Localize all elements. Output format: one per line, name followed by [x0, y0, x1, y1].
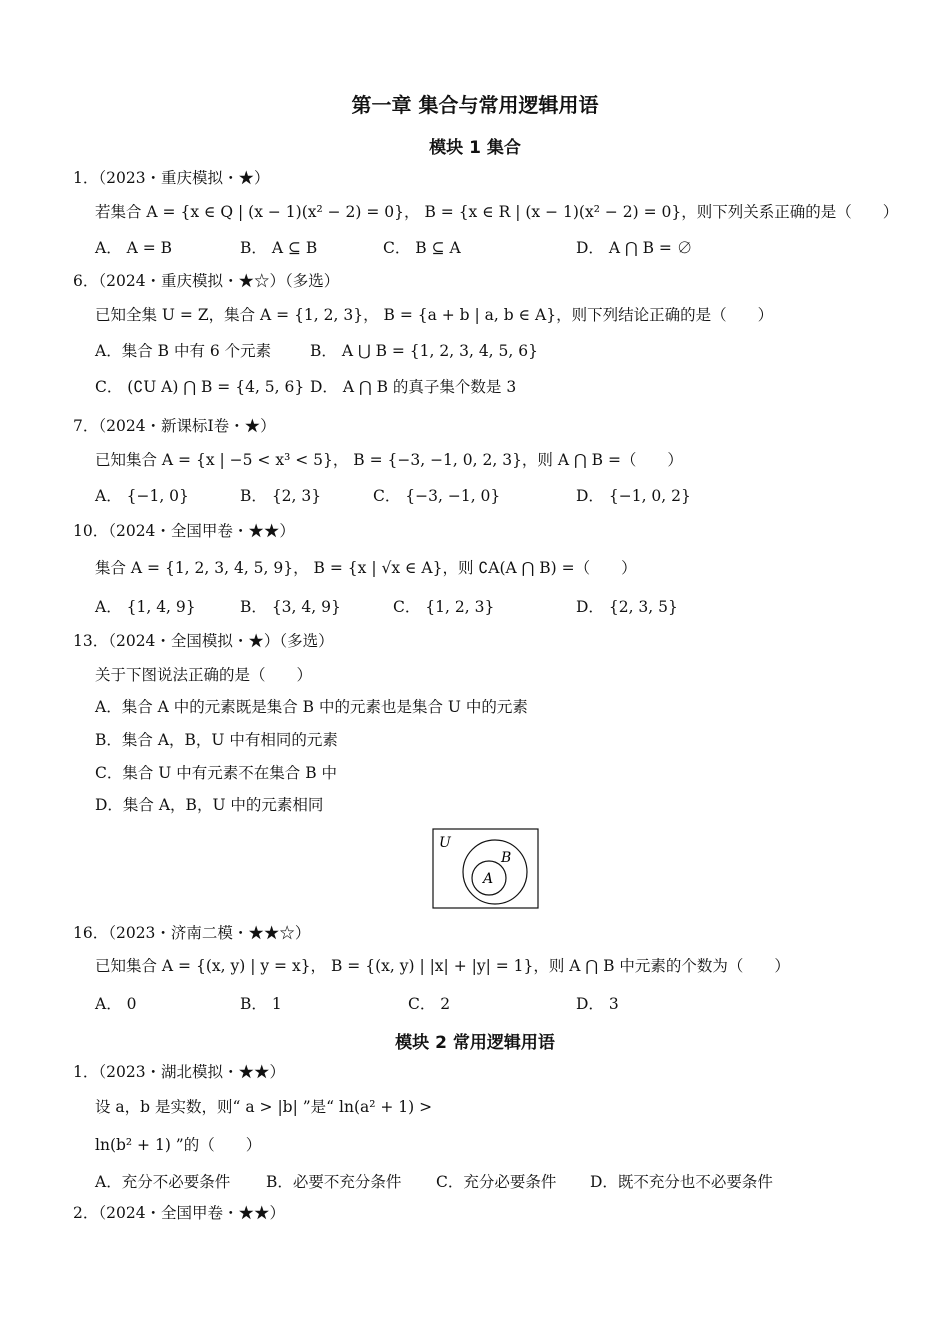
question-1-option-c: C． B ⊆ A [383, 239, 461, 257]
venn-label-b: B [501, 850, 512, 866]
module-1-title: 模块 1 集合 [429, 138, 521, 158]
question-7-option-d: D． {−1, 0, 2} [576, 487, 691, 505]
question-1-head: 1．（2023・重庆模拟・★） [73, 169, 270, 187]
module-2-title: 模块 2 常用逻辑用语 [395, 1033, 555, 1053]
question-16-option-b: B． 1 [240, 995, 282, 1013]
question-6-head: 6．（2024・重庆模拟・★☆）（多选） [73, 272, 340, 290]
logic-question-1-option-b: B．必要不充分条件 [266, 1173, 402, 1191]
question-16-stem: 已知集合 A = {(x, y) | y = x}， B = {(x, y) | |x| + |y| = 1}，则 A ⋂ B 中元素的个数为（ ） [95, 957, 790, 975]
logic-question-2-head: 2．（2024・全国甲卷・★★） [73, 1204, 286, 1222]
question-13-option-d: D．集合 A，B，U 中的元素相同 [95, 796, 324, 814]
question-13-head: 13．（2024・全国模拟・★）（多选） [73, 632, 334, 650]
question-16-option-a: A． 0 [95, 995, 137, 1013]
question-10-stem: 集合 A = {1, 2, 3, 4, 5, 9}， B = {x | √x ∈ A}，则 ∁A(A ⋂ B) =（ ） [95, 559, 637, 577]
question-1-option-d: D． A ⋂ B = ∅ [576, 239, 693, 257]
question-16-option-d: D． 3 [576, 995, 619, 1013]
question-6-option-b: B． A ⋃ B = {1, 2, 3, 4, 5, 6} [310, 342, 538, 360]
question-1-option-b: B． A ⊆ B [240, 239, 318, 257]
venn-diagram [432, 828, 540, 910]
question-7-option-a: A． {−1, 0} [95, 487, 189, 505]
question-13-option-a: A．集合 A 中的元素既是集合 B 中的元素也是集合 U 中的元素 [95, 698, 528, 716]
logic-question-1-option-c: C．充分必要条件 [436, 1173, 557, 1191]
logic-question-1-option-a: A．充分不必要条件 [95, 1173, 231, 1191]
question-1-option-a: A． A = B [95, 239, 173, 257]
logic-question-1-option-d: D．既不充分也不必要条件 [590, 1173, 773, 1191]
question-6-stem: 已知全集 U = Z，集合 A = {1, 2, 3}， B = {a + b | a, b ∈ A}，则下列结论正确的是（ ） [95, 306, 774, 324]
question-6-option-a: A．集合 B 中有 6 个元素 [95, 342, 272, 360]
question-10-option-c: C． {1, 2, 3} [393, 598, 495, 616]
question-10-option-b: B． {3, 4, 9} [240, 598, 341, 616]
question-13-stem: 关于下图说法正确的是（ ） [95, 666, 313, 684]
logic-question-1-stem-line-2: ln(b² + 1) ”的（ ） [95, 1136, 262, 1154]
logic-question-1-head: 1．（2023・湖北模拟・★★） [73, 1063, 286, 1081]
question-7-head: 7．（2024・新课标Ⅰ卷・★） [73, 417, 276, 435]
question-10-option-d: D． {2, 3, 5} [576, 598, 678, 616]
question-16-head: 16．（2023・济南二模・★★☆） [73, 924, 311, 942]
chapter-title: 第一章 集合与常用逻辑用语 [351, 93, 599, 117]
venn-label-a: A [483, 871, 494, 887]
question-10-head: 10．（2024・全国甲卷・★★） [73, 522, 295, 540]
question-16-option-c: C． 2 [408, 995, 451, 1013]
question-7-option-c: C． {−3, −1, 0} [373, 487, 501, 505]
question-7-stem: 已知集合 A = {x | −5 < x³ < 5}， B = {−3, −1, 0, 2, 3}，则 A ⋂ B =（ ） [95, 451, 683, 469]
venn-label-u: U [439, 835, 451, 851]
question-6-option-c: C． (∁U A) ⋂ B = {4, 5, 6} [95, 378, 305, 396]
question-13-option-b: B．集合 A，B，U 中有相同的元素 [95, 731, 338, 749]
question-10-option-a: A． {1, 4, 9} [95, 598, 196, 616]
question-13-option-c: C．集合 U 中有元素不在集合 B 中 [95, 764, 338, 782]
logic-question-1-stem-line-1: 设 a，b 是实数，则“ a > |b| ”是“ ln(a² + 1) > [95, 1098, 433, 1116]
question-7-option-b: B． {2, 3} [240, 487, 322, 505]
question-1-stem: 若集合 A = {x ∈ Q | (x − 1)(x² − 2) = 0}， B = {x ∈ R | (x − 1)(x² − 2) = 0}，则下列关系正确的是（ ） [95, 203, 899, 221]
question-6-option-d: D． A ⋂ B 的真子集个数是 3 [310, 378, 517, 396]
